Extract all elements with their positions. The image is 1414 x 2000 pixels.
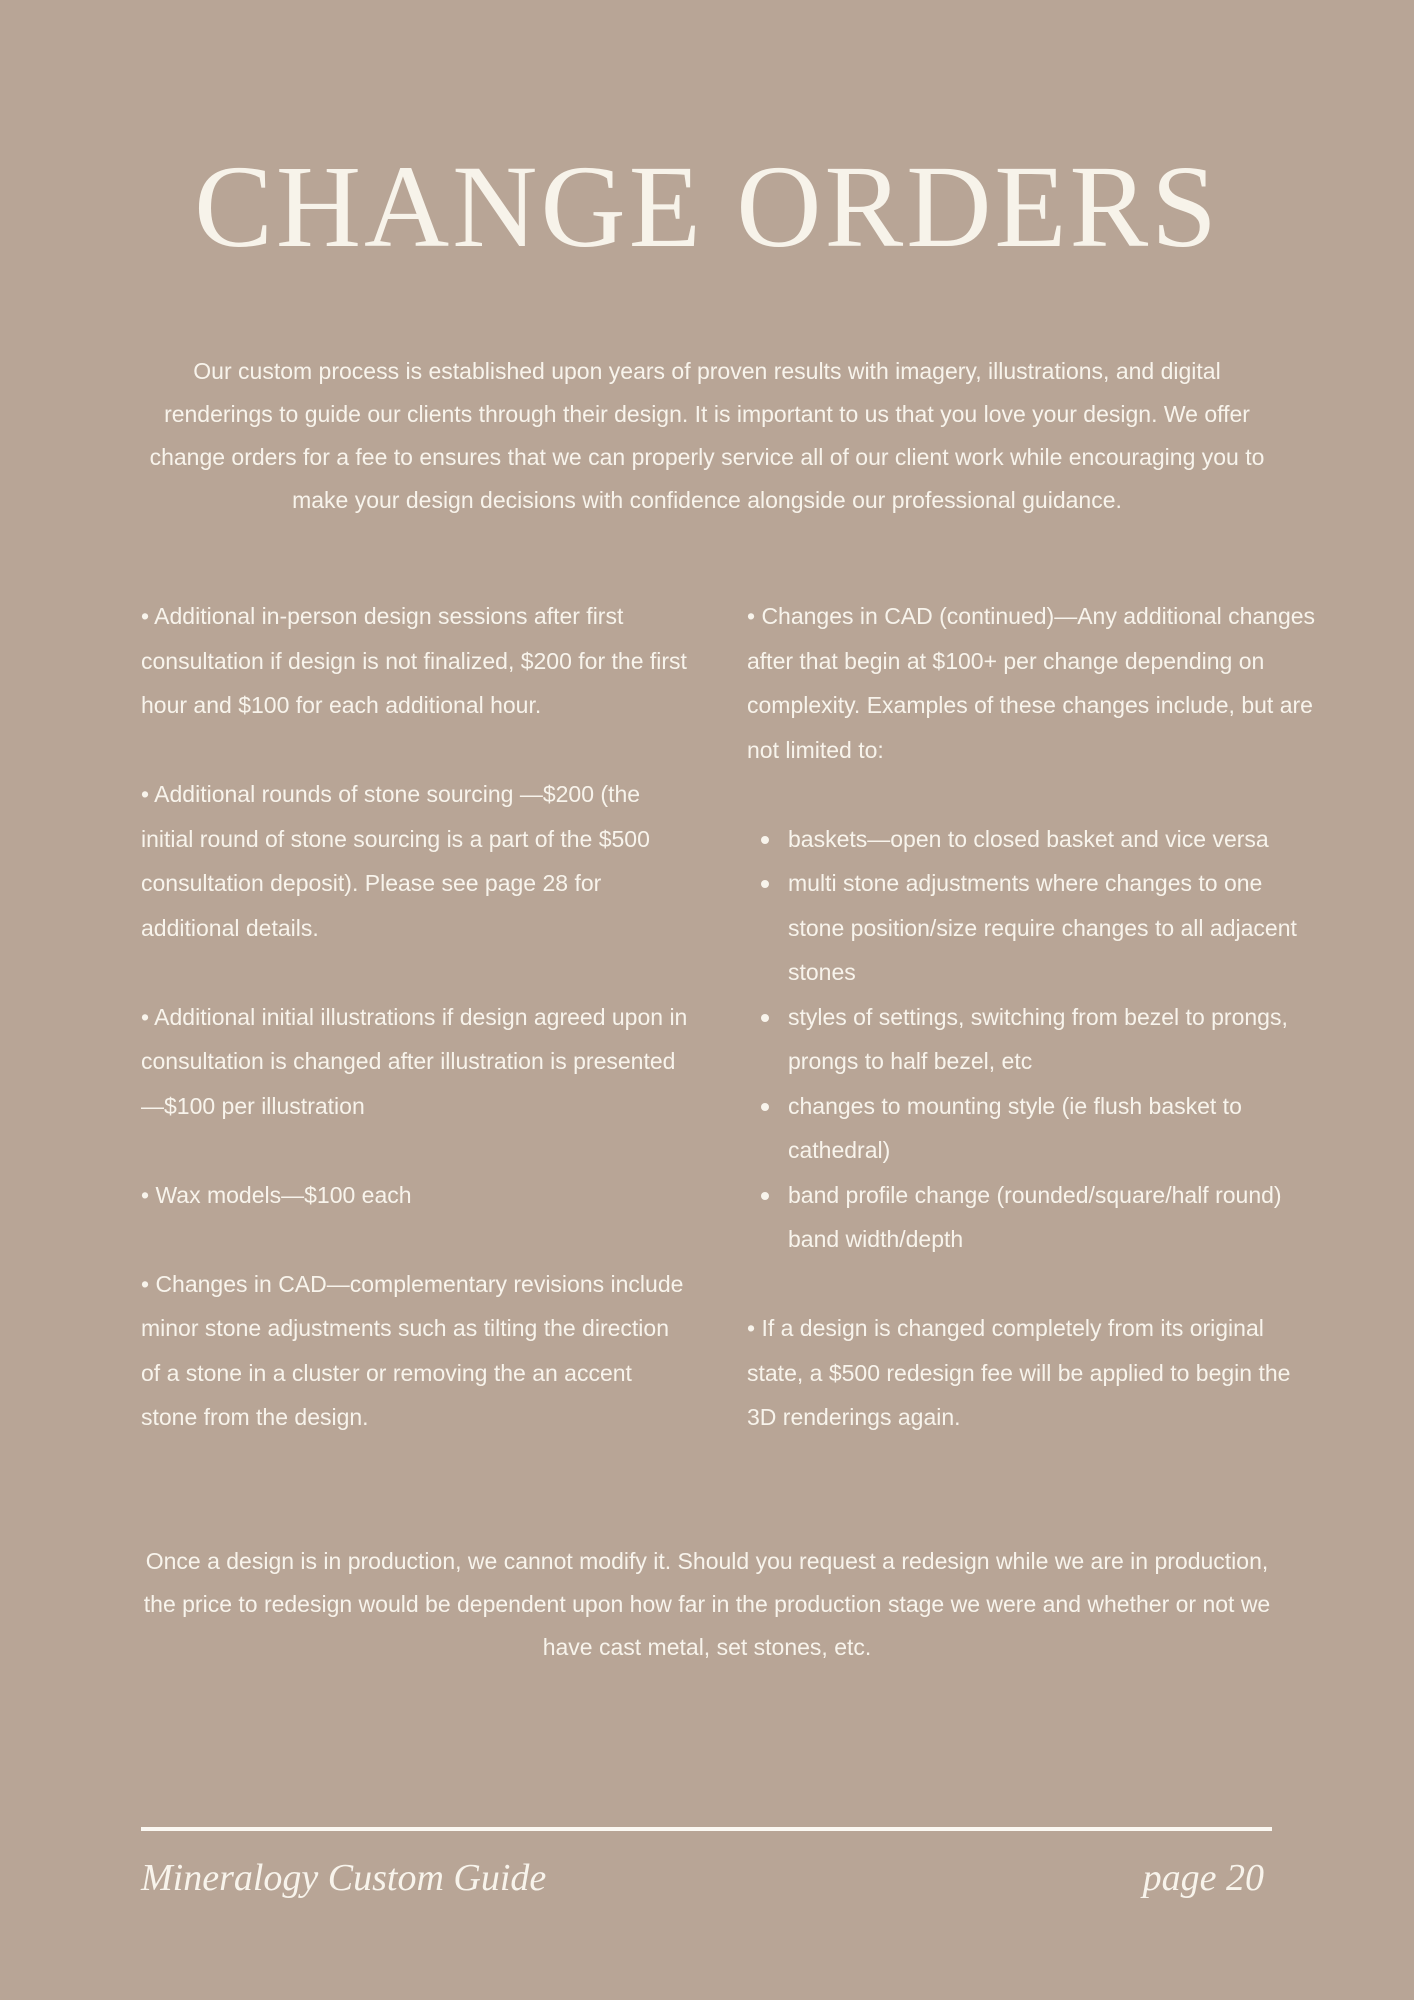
fee-item-design-sessions: • Additional in-person design sessions after first consultation if design is not finalized, $200 for the first hour and $100 for each additional hour.: [141, 603, 687, 718]
right-column: [747, 594, 1322, 1484]
cad-change-examples-list: [747, 817, 1322, 1262]
fee-item-cad-continued: • Changes in CAD (continued)—Any additional changes after that begin at $100+ per change depending on complexity. Examples of these changes include, but are not limited to:: [747, 603, 1316, 763]
closing-paragraph: Once a design is in production, we cannot modify it. Should you request a redesign while we are in production, the price to redesign would be dependent upon how far in the production stage we were and whether or not we have cast metal, set stones, etc.: [143, 1548, 1271, 1660]
list-item: band profile change (rounded/square/half round) band width/depth: [747, 1173, 1322, 1262]
list-item: baskets—open to closed basket and vice versa: [747, 817, 1322, 862]
fee-item-illustrations: • Additional initial illustrations if design agreed upon in consultation is changed after illustration is presented —$100 per illustration: [141, 1003, 688, 1119]
footer-guide-name: Mineralogy Custom Guide: [141, 1857, 547, 1899]
page-title: CHANGE ORDERS: [194, 141, 1220, 272]
list-item: changes to mounting style (ie flush basket to cathedral): [747, 1084, 1322, 1173]
intro-paragraph: Our custom process is established upon years of proven results with imagery, illustrations, and digital renderings to guide our clients through their design. It is important to us that you love your design. We offer change orders for a fee to ensures that we can properly service all of our client work while encouraging you to make your design decisions with confidence alongside our professional guidance.: [149, 358, 1265, 513]
footer-divider: [141, 1827, 1272, 1831]
fee-item-cad-changes: • Changes in CAD—complementary revisions include minor stone adjustments such as tilting the direction of a stone in a cluster or removing the an accent stone from the design.: [141, 1270, 684, 1430]
left-column: [141, 594, 691, 1484]
fee-item-wax-models: • Wax models—$100 each: [141, 1181, 412, 1208]
fee-item-stone-sourcing: • Additional rounds of stone sourcing —$200 (the initial round of stone sourcing is a part of the $500 consultation deposit). Please see page 28 for additional details.: [141, 781, 650, 941]
fee-item-redesign: • If a design is changed completely from its original state, a $500 redesign fee will be applied to begin the 3D renderings again.: [747, 1315, 1291, 1430]
list-item: styles of settings, switching from bezel to prongs, prongs to half bezel, etc: [747, 995, 1322, 1084]
page-number: page 20: [1142, 1857, 1264, 1899]
list-item: multi stone adjustments where changes to one stone position/size require changes to all adjacent stones: [747, 861, 1322, 995]
